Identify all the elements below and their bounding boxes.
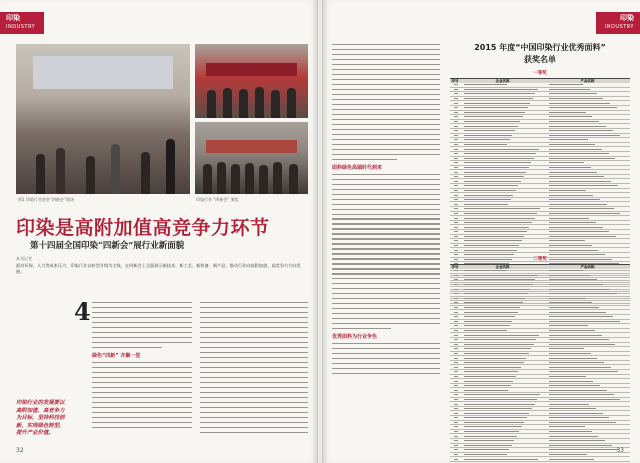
table-header-2-no: 序号 — [451, 265, 459, 269]
table-header-2-product: 产品名称 — [580, 265, 595, 269]
pull-quote: 印染行业的发展要以高附加值、高竞争力为目标，坚持科技创新，实现绿色转型，提升产业价值。 — [16, 400, 65, 436]
photo-caption-2: 印染行业 “四新会” 颁奖 — [196, 197, 239, 202]
page-number-right: 33 — [616, 447, 624, 454]
table-title: 2015 年度“中国印染行业优秀面料” — [474, 43, 606, 52]
section-tab-right-en: INDUSTRY — [604, 24, 634, 30]
section-tab-en: INDUSTRY — [6, 24, 36, 30]
headline: 印染是高附加值高竞争力环节 — [16, 217, 270, 239]
rank-second-prize: 二等奖 — [533, 257, 547, 262]
section-heading-green-fabric: 面料绿色高端时代到来 — [332, 164, 383, 171]
section-tab-cn: 印染 — [6, 14, 20, 22]
body-column-2 — [200, 302, 308, 437]
subheadline: 第十四届全国印染“四新会”展行业新面貌 — [30, 241, 185, 251]
conference-photo — [16, 44, 190, 194]
table-header-2 — [450, 265, 630, 269]
section-heading-excellent-fabric: 优秀面料为行业争色 — [332, 334, 378, 341]
section-tab-right — [596, 12, 640, 34]
section-tab — [0, 12, 44, 34]
byline: 本刊记者 — [16, 256, 32, 261]
body-column-1 — [92, 302, 192, 432]
award-table-second — [450, 264, 630, 463]
lead-paragraph: 面对环保、人力等成本压力，印染行业以转型升级为主线，在四新会上全面展示新技术、新工艺、新装备、新产品，推动行业向高附加值、高竞争力方向发展。 — [16, 263, 301, 274]
section-tab-right-cn: 印染 — [620, 14, 634, 22]
right-body-column — [332, 44, 440, 378]
table-header-product: 产品名称 — [580, 79, 595, 83]
table-header — [450, 79, 630, 83]
table-header-no: 序号 — [451, 79, 459, 83]
right-page — [322, 0, 640, 463]
table-header-2-company: 企业名称 — [495, 265, 510, 269]
left-page — [0, 0, 318, 463]
table-subtitle: 获奖名单 — [524, 55, 556, 64]
drop-cap: 4 — [74, 297, 91, 326]
award-stage-photo-1 — [195, 44, 308, 118]
rank-first-prize: 一等奖 — [533, 71, 547, 76]
table-header-company: 企业名称 — [495, 79, 510, 83]
section-heading-four-new: 绿色“四新” 齐聚一堂 — [92, 352, 141, 359]
page-number-left: 32 — [16, 447, 24, 454]
award-stage-photo-2 — [195, 122, 308, 194]
photo-caption-1: 图1 印染行业协会“四新会”现场 — [18, 197, 74, 202]
